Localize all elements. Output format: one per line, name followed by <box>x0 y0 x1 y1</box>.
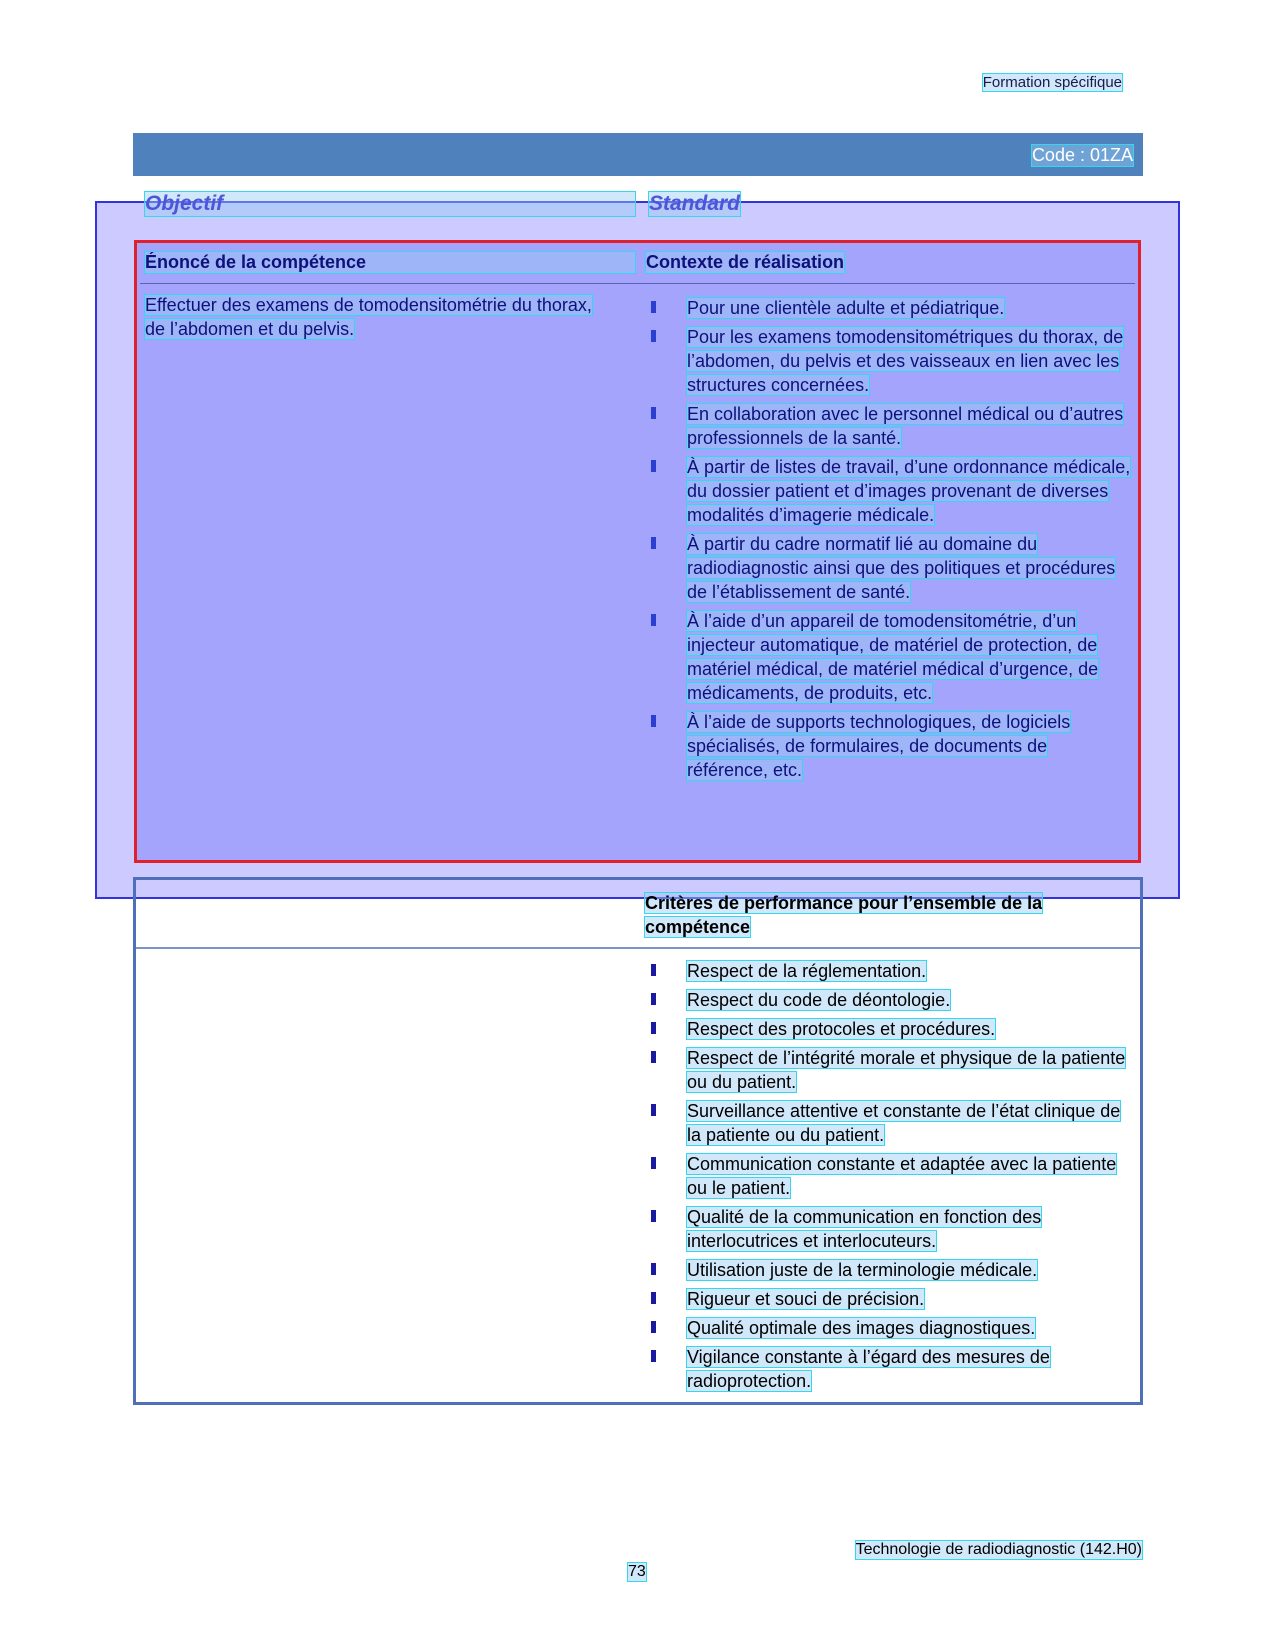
bullet-icon <box>651 537 656 549</box>
bullet-icon <box>651 460 656 472</box>
bullet-icon <box>651 614 656 626</box>
bullet-icon <box>651 330 656 342</box>
standard-heading: Standard <box>649 192 741 215</box>
bullet-icon <box>651 715 656 727</box>
running-header: Formation spécifique <box>982 74 1122 91</box>
list-item: Qualité de la communication en fonction des interlocutrices et interlocuteurs. <box>651 1205 1133 1253</box>
code-bar <box>133 133 1143 176</box>
bullet-icon <box>651 964 656 976</box>
bullet-icon <box>651 1210 656 1222</box>
footer-program-title: Technologie de radiodiagnostic (142.H0) <box>855 1541 1142 1558</box>
list-item: À l’aide d’un appareil de tomodensitométrie, d’un injecteur automatique, de matériel de protection, de matériel médical, de matériel médical d’urgence, de médicaments, de produits, etc. <box>651 609 1133 705</box>
objective-heading: Objectif <box>145 192 635 216</box>
list-item: Utilisation juste de la terminologie médicale. <box>651 1258 1133 1282</box>
bullet-icon <box>651 301 656 313</box>
list-item: À partir du cadre normatif lié au domaine du radiodiagnostic ainsi que des politiques et procédures de l’établissement de santé. <box>651 532 1133 604</box>
bullet-icon <box>651 1321 656 1333</box>
list-item: Respect de l’intégrité morale et physique de la patiente ou du patient. <box>651 1046 1133 1094</box>
list-item: Communication constante et adaptée avec la patiente ou le patient. <box>651 1152 1133 1200</box>
list-item: Rigueur et souci de précision. <box>651 1287 1133 1311</box>
list-item: En collaboration avec le personnel médical ou d’autres professionnels de la santé. <box>651 402 1133 450</box>
bullet-icon <box>651 1022 656 1034</box>
list-item: Vigilance constante à l’égard des mesures de radioprotection. <box>651 1345 1133 1393</box>
criteria-header-divider <box>136 947 1140 949</box>
bullet-icon <box>651 1051 656 1063</box>
bullet-icon <box>651 1104 656 1116</box>
list-item: À l’aide de supports technologiques, de logiciels spécialisés, de formulaires, de documents de référence, etc. <box>651 710 1133 782</box>
list-item: Respect de la réglementation. <box>651 959 1133 983</box>
context-list <box>651 296 1133 787</box>
list-item: Respect des protocoles et procédures. <box>651 1017 1133 1041</box>
list-item: Pour les examens tomodensitométriques du thorax, de l’abdomen, du pelvis et des vaisseaux en lien avec les structures concernées. <box>651 325 1133 397</box>
competence-statement: Effectuer des examens de tomodensitométrie du thorax, de l’abdomen et du pelvis. <box>145 295 592 339</box>
bullet-icon <box>651 993 656 1005</box>
bullet-icon <box>651 1157 656 1169</box>
page-number: 73 <box>628 1563 646 1580</box>
list-item: Respect du code de déontologie. <box>651 988 1133 1012</box>
list-item: Surveillance attentive et constante de l’état clinique de la patiente ou du patient. <box>651 1099 1133 1147</box>
competency-code: Code : 01ZA <box>1031 145 1133 165</box>
bullet-icon <box>651 1292 656 1304</box>
statement-heading: Énoncé de la compétence <box>145 252 635 273</box>
criteria-list <box>651 959 1133 1398</box>
bullet-icon <box>651 407 656 419</box>
list-item: Qualité optimale des images diagnostiques. <box>651 1316 1133 1340</box>
criteria-heading: Critères de performance pour l’ensemble de la compétence <box>645 893 1043 937</box>
context-heading: Contexte de réalisation <box>646 252 845 272</box>
bullet-icon <box>651 1350 656 1362</box>
competence-header-divider <box>140 283 1135 284</box>
list-item: À partir de listes de travail, d’une ordonnance médicale, du dossier patient et d’images provenant de diverses modalités d’imagerie médicale. <box>651 455 1133 527</box>
bullet-icon <box>651 1263 656 1275</box>
list-item: Pour une clientèle adulte et pédiatrique. <box>651 296 1133 320</box>
